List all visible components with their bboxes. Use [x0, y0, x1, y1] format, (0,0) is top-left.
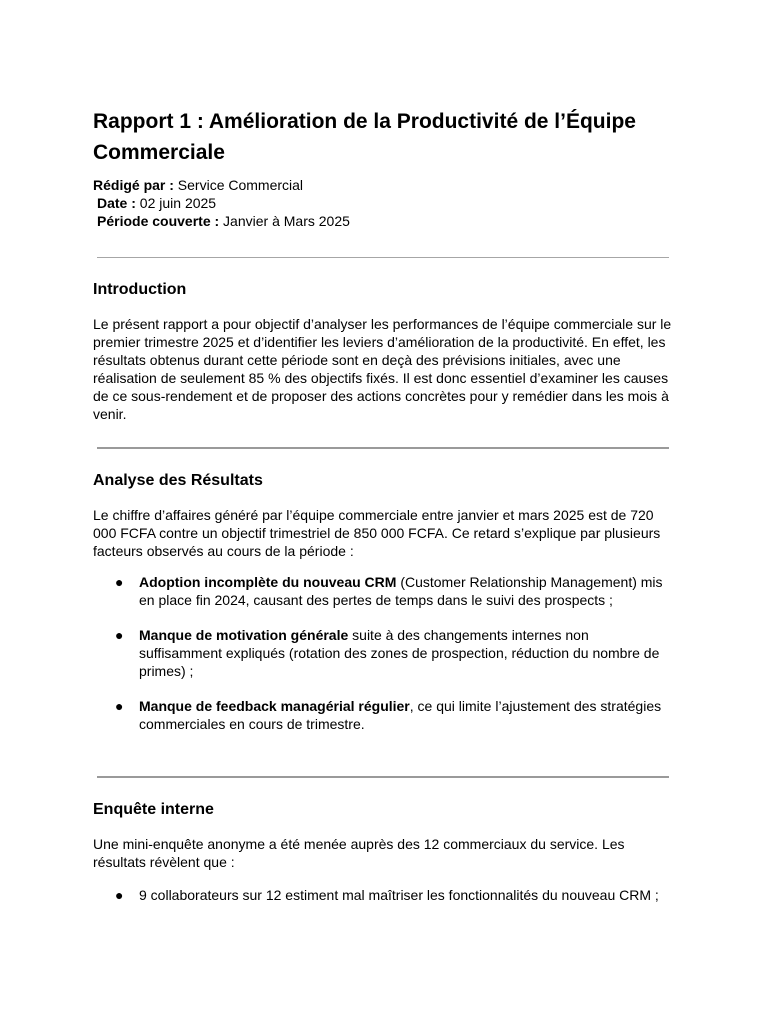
bullet-icon: ● — [115, 698, 124, 714]
enquete-bullet-list — [93, 886, 673, 904]
meta-period-label: Période couverte : — [97, 213, 220, 229]
bullet-bold-text: Manque de feedback managérial régulier — [139, 698, 410, 714]
list-item — [93, 626, 673, 680]
meta-date-value: 02 juin 2025 — [139, 195, 217, 211]
analyse-paragraph: Le chiffre d’affaires généré par l’équipe commerciale entre janvier et mars 2025 est de 720 000 FCFA contre un objectif trimestriel de 850 000 FCFA. Ce retard s’explique par plusieurs facteurs observés au cours de la période : — [93, 507, 661, 559]
meta-author — [93, 176, 350, 194]
bullet-text: (Customer Relationship Management) mis en place fin 2024, causant des pertes de temps dans le suivi des prospects ; — [139, 574, 663, 608]
report-meta — [93, 176, 350, 230]
meta-date — [93, 194, 350, 212]
bullet-text: suite à des changements internes non suffisamment expliqués (rotation des zones de prospection, réduction du nombre de primes) ; — [139, 627, 660, 679]
list-item — [93, 697, 673, 733]
divider — [97, 257, 669, 258]
bullet-icon: ● — [115, 887, 124, 903]
bullet-bold-text: Adoption incomplète du nouveau CRM — [139, 574, 397, 590]
divider — [97, 776, 669, 778]
bullet-text: 9 collaborateurs sur 12 estiment mal maîtriser les fonctionnalités du nouveau CRM ; — [139, 887, 659, 903]
introduction-heading: Introduction — [93, 281, 187, 298]
meta-author-label: Rédigé par : — [93, 177, 174, 193]
analyse-bullet-list — [93, 573, 673, 733]
bullet-icon: ● — [115, 574, 124, 590]
enquete-heading: Enquête interne — [93, 801, 214, 818]
meta-period-value: Janvier à Mars 2025 — [223, 213, 350, 229]
meta-author-value: Service Commercial — [177, 177, 304, 193]
meta-date-label: Date : — [97, 195, 136, 211]
report-title: Rapport 1 : Amélioration de la Productivité de l’Équipe Commerciale — [93, 110, 636, 164]
divider — [97, 447, 669, 449]
bullet-icon: ● — [115, 627, 124, 643]
bullet-bold-text: Manque de motivation générale — [139, 627, 349, 643]
enquete-paragraph: Une mini-enquête anonyme a été menée auprès des 12 commerciaux du service. Les résultats révèlent que : — [93, 836, 625, 870]
meta-period — [93, 212, 350, 230]
analyse-heading: Analyse des Résultats — [93, 472, 263, 489]
introduction-paragraph: Le présent rapport a pour objectif d’analyser les performances de l’équipe commerciale sur le premier trimestre 2025 et d’identifier les leviers d’amélioration de la productivité. En effet, les résultats obtenus durant cette période sont en deçà des prévisions initiales, avec une réalisation de seulement 85 % des objectifs fixés. Il est donc essentiel d’examiner les causes de ce sous-rendement et de proposer des actions concrètes pour y remédier dans les mois à venir. — [93, 316, 672, 422]
list-item — [93, 573, 673, 609]
bullet-text: , ce qui limite l’ajustement des stratégies commerciales en cours de trimestre. — [139, 698, 662, 732]
list-item — [93, 886, 673, 904]
